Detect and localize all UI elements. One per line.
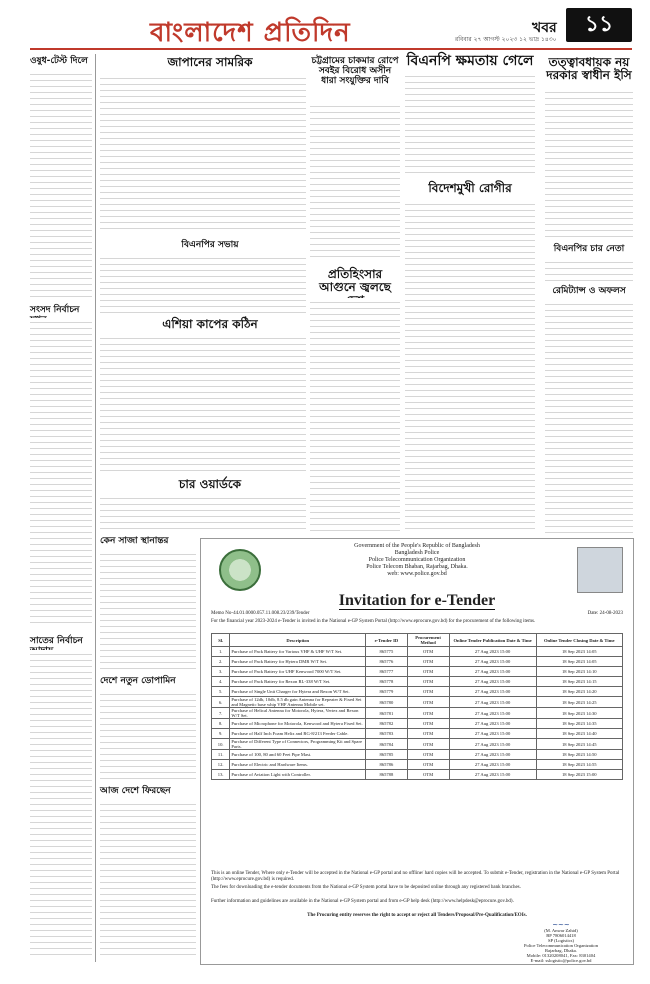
tender-title xyxy=(201,592,633,610)
table-cell: 865777 xyxy=(366,667,407,677)
signature-line: Mobile: 01320208041, Fax: 8301404 xyxy=(526,953,596,958)
story-headline: চার ওয়ার্ডকে xyxy=(178,477,242,491)
story-body xyxy=(405,72,535,177)
memo-number: Memo No-44.01.0000.057.11.008.23/239/Tender xyxy=(211,611,310,616)
table-row xyxy=(212,667,623,677)
tender-header xyxy=(201,543,633,578)
story-headline: রেমিট্যান্স ও অফলস xyxy=(552,286,626,296)
story-headline: তত্ত্বাবধায়ক নয় দরকার স্বাধীন ইসি xyxy=(546,55,632,82)
table-cell: 27 Aug 2023 15:00 xyxy=(449,677,536,687)
story-headline: বিদেশমুখী রোগীর xyxy=(428,181,512,195)
table-row xyxy=(212,750,623,760)
table-cell: 865776 xyxy=(366,657,407,667)
table-cell: 8. xyxy=(212,719,230,729)
table-cell: Purchase of Aviation Light with Controller. xyxy=(230,770,366,780)
table-cell: 11. xyxy=(212,750,230,760)
tender-table xyxy=(211,633,623,780)
table-cell: 27 Aug 2023 15:00 xyxy=(449,657,536,667)
table-cell: 27 Aug 2023 15:00 xyxy=(449,647,536,657)
table-cell: 27 Aug 2023 15:00 xyxy=(449,719,536,729)
signature-scribble: ~~~ xyxy=(552,921,570,929)
table-cell: 4. xyxy=(212,677,230,687)
table-cell: Purchase of Pack Battery for Rexon RL-338 W/T Set. xyxy=(230,677,366,687)
table-cell: 865782 xyxy=(366,719,407,729)
table-cell: Purchase of Pack Battery for UHF Kenwood 7000 W/T Set. xyxy=(230,667,366,677)
column-divider xyxy=(95,54,96,962)
header-line: Government of the People's Republic of Bangladesh xyxy=(354,543,480,549)
story-headline: ওষুধ-টেস্ট দিলে xyxy=(30,56,88,66)
story-headline: সাতের নির্বাচন xyxy=(30,636,83,646)
story-headline: চট্টগ্রামের চাকমার রোপে সবইর বিরোধ অসীন ধারা সংযুক্তির দাবি xyxy=(311,56,399,86)
tender-footer-bold: The Procuring entity reserves the right to accept or reject all Tenders/Proposal/Pre-Qualification/EOIs. xyxy=(307,913,527,918)
table-cell: Purchase of Microphone for Motorola, Kenwood and Hytera Fixed Set. xyxy=(230,719,366,729)
story-body xyxy=(100,550,196,670)
table-cell: 18 Sep 2023 14:40 xyxy=(536,729,622,739)
story-body xyxy=(100,74,306,234)
header-line: Police Telecom Bhaban, Rajarbag, Dhaka. xyxy=(366,564,468,570)
story-body xyxy=(100,800,196,960)
story-body xyxy=(100,334,306,474)
header-line: Bangladesh Police xyxy=(394,550,440,556)
story-headline: সংসদ নির্বাচন xyxy=(30,305,80,315)
table-cell: 7. xyxy=(212,708,230,719)
table-row xyxy=(212,687,623,697)
table-row xyxy=(212,697,623,708)
table-cell: Purchase of Half Inch Foam Helix and RG-8/213 Feeder Cable. xyxy=(230,729,366,739)
signature-block xyxy=(501,923,621,963)
table-cell: OTM xyxy=(407,677,449,687)
table-cell: OTM xyxy=(407,770,449,780)
table-cell: OTM xyxy=(407,719,449,729)
table-cell: 10. xyxy=(212,739,230,750)
column-header: Description xyxy=(230,634,366,647)
header-line: web: www.police.gov.bd xyxy=(387,571,447,577)
signature-name: (M. Anwar Zahid) xyxy=(544,928,578,933)
story-body xyxy=(30,650,92,960)
story-body xyxy=(545,258,633,283)
table-cell: OTM xyxy=(407,729,449,739)
story-body xyxy=(100,690,196,780)
column-header: Sl. xyxy=(212,634,230,647)
story-body xyxy=(30,318,92,628)
table-cell: 865788 xyxy=(366,770,407,780)
table-cell: 18 Sep 2023 14:45 xyxy=(536,739,622,750)
header-line: Police Telecommunication Organization xyxy=(368,557,466,563)
story-headline: বিএনপি ক্ষমতায় গেলে xyxy=(406,53,534,69)
memo-row xyxy=(211,611,623,617)
story-headline: কেন সাজা স্থানান্তর xyxy=(100,536,169,546)
signature-line: E-mail: sslogistic@police.gov.bd xyxy=(530,958,592,963)
tender-notice xyxy=(200,538,634,965)
story-headline: প্রতিহিংসার আগুনে জ্বলছে xyxy=(319,267,391,294)
dateline: রবিবার ২৭ আগস্ট ২০২৩ ১২ ভাদ্র ১৪৩০ xyxy=(455,36,557,43)
table-cell: 5. xyxy=(212,687,230,697)
table-row xyxy=(212,677,623,687)
story-headline: বিএনপির চার নেতা xyxy=(553,244,625,254)
story-body xyxy=(100,254,306,314)
table-cell: 27 Aug 2023 15:00 xyxy=(449,667,536,677)
table-cell: OTM xyxy=(407,697,449,708)
signature-line: BP 7806014418 xyxy=(546,933,576,938)
table-row xyxy=(212,770,623,780)
table-cell: 27 Aug 2023 15:00 xyxy=(449,739,536,750)
table-cell: 18 Sep 2023 14:05 xyxy=(536,647,622,657)
tender-footer-text: The fees for downloading the e-tender documents from the National e-GP System portal have to be deposited online through any registered bank branches. xyxy=(211,885,521,890)
table-cell: 865775 xyxy=(366,647,407,657)
table-cell: 27 Aug 2023 15:00 xyxy=(449,750,536,760)
tender-intro: For the financial year 2023-2024 e-Tender is invited in the National e-GP System Portal (http://www.eprocure.gov.bd) for the procurement of the following items. xyxy=(211,619,536,624)
table-cell: 865786 xyxy=(366,760,407,770)
column-header: e-Tender ID xyxy=(366,634,407,647)
table-cell: OTM xyxy=(407,760,449,770)
table-cell: 865780 xyxy=(366,697,407,708)
table-cell: 18 Sep 2023 14:25 xyxy=(536,697,622,708)
tender-title-text: Invitation for e-Tender xyxy=(338,592,496,609)
signature-line: Police Telecommunication Organization xyxy=(523,943,598,948)
table-cell: OTM xyxy=(407,739,449,750)
story-headline: এশিয়া কাপের কঠিন xyxy=(162,317,258,331)
table-cell: Purchase of 12db, 10db, 8.5 db gain Antenna for Repeater & Fixed Set and Magnetic base whip VHF Antenna Mobile set. xyxy=(230,697,366,708)
table-cell: 18 Sep 2023 14:35 xyxy=(536,719,622,729)
table-cell: 18 Sep 2023 14:50 xyxy=(536,750,622,760)
column-header: Online Tender Closing Date & Time xyxy=(536,634,622,647)
story-body xyxy=(545,88,633,238)
story-body xyxy=(405,200,535,533)
table-cell: OTM xyxy=(407,708,449,719)
table-cell: 865784 xyxy=(366,739,407,750)
story-body xyxy=(100,494,306,530)
table-cell: Purchase of 100, 80 and 60 Feet Pipe Mast. xyxy=(230,750,366,760)
table-cell: Purchase of Different Type of Connectors, Programming Kit and Spare Parts. xyxy=(230,739,366,750)
table-cell: 1. xyxy=(212,647,230,657)
table-cell: OTM xyxy=(407,687,449,697)
signature-line: Rajarbag, Dhaka. xyxy=(544,948,577,953)
memo-date: Date: 24-08-2023 xyxy=(587,611,623,616)
table-cell: 9. xyxy=(212,729,230,739)
story-headline: বিএনপির সভায় xyxy=(181,240,239,250)
table-cell: 18 Sep 2023 14:15 xyxy=(536,677,622,687)
table-cell: 27 Aug 2023 15:00 xyxy=(449,729,536,739)
table-cell: 18 Sep 2023 14:30 xyxy=(536,708,622,719)
story-body xyxy=(310,298,400,533)
story-headline: জাপানের সামরিক xyxy=(167,55,253,69)
table-cell: 18 Sep 2023 14:20 xyxy=(536,687,622,697)
table-cell: 18 Sep 2023 14:10 xyxy=(536,667,622,677)
column-header: Procurement Method xyxy=(407,634,449,647)
table-cell: 18 Sep 2023 14:05 xyxy=(536,657,622,667)
table-row xyxy=(212,708,623,719)
table-cell: 27 Aug 2023 15:00 xyxy=(449,687,536,697)
table-cell: OTM xyxy=(407,750,449,760)
story-body xyxy=(30,70,92,300)
tender-footer-text: This is an online Tender, Where only e-Tender will be accepted in the National e-GP portal and no offline/ hard copies will be accepted. To submit e-Tender, registration in the National e-GP System Portal (http://www.eprocure.gov.bd) is required. xyxy=(211,871,620,882)
table-cell: OTM xyxy=(407,667,449,677)
table-cell: Purchase of Pack Battery for Hytera DMR W/T Set. xyxy=(230,657,366,667)
story-body xyxy=(310,102,400,262)
table-cell: 865781 xyxy=(366,708,407,719)
table-cell: 865783 xyxy=(366,729,407,739)
table-cell: 27 Aug 2023 15:00 xyxy=(449,708,536,719)
table-cell: 18 Sep 2023 14:55 xyxy=(536,760,622,770)
table-cell: 18 Sep 2023 15:00 xyxy=(536,770,622,780)
table-cell: 865785 xyxy=(366,750,407,760)
table-cell: Purchase of Electric and Hardware Items. xyxy=(230,760,366,770)
tender-footer-text: Further information and guidelines are available in the National e-GP System portal and from e-GP help desk (http://www.helpdesk@eprocure.gov.bd). xyxy=(211,899,514,904)
table-cell: Purchase of Helical Antenna for Motorola, Hytera, Vertex and Rexon W/T Set. xyxy=(230,708,366,719)
table-row xyxy=(212,647,623,657)
newspaper-logo: বাংলাদেশ প্রতিদিন xyxy=(150,18,351,48)
table-cell: 3. xyxy=(212,667,230,677)
story-headline: আজ দেশে ফিরছেন xyxy=(100,786,171,796)
table-cell: OTM xyxy=(407,647,449,657)
table-cell: 27 Aug 2023 15:00 xyxy=(449,760,536,770)
signature-line: SP (Logistics) xyxy=(548,938,574,943)
story-headline: দেশে নতুন ডোপামিন xyxy=(100,676,176,686)
table-row xyxy=(212,729,623,739)
table-cell: 865778 xyxy=(366,677,407,687)
table-cell: Purchase of Pack Battery for Various VHF & UHF W/T Set. xyxy=(230,647,366,657)
table-row xyxy=(212,719,623,729)
masthead-rule xyxy=(30,48,632,50)
table-cell: 2. xyxy=(212,657,230,667)
table-cell: Purchase of Single Unit Charger for Hytera and Rexon W/T Set. xyxy=(230,687,366,697)
section-label: খবর xyxy=(532,20,557,36)
table-cell: 13. xyxy=(212,770,230,780)
story-body xyxy=(545,300,633,533)
tender-table-wrap xyxy=(211,633,623,780)
table-cell: 6. xyxy=(212,697,230,708)
column-header: Online Tender Publication Date & Time xyxy=(449,634,536,647)
table-row xyxy=(212,760,623,770)
table-row xyxy=(212,739,623,750)
table-cell: 27 Aug 2023 15:00 xyxy=(449,770,536,780)
table-cell: OTM xyxy=(407,657,449,667)
table-cell: 12. xyxy=(212,760,230,770)
table-cell: 27 Aug 2023 15:00 xyxy=(449,697,536,708)
page-number: ১১ xyxy=(566,8,632,42)
table-row xyxy=(212,657,623,667)
table-cell: 865779 xyxy=(366,687,407,697)
